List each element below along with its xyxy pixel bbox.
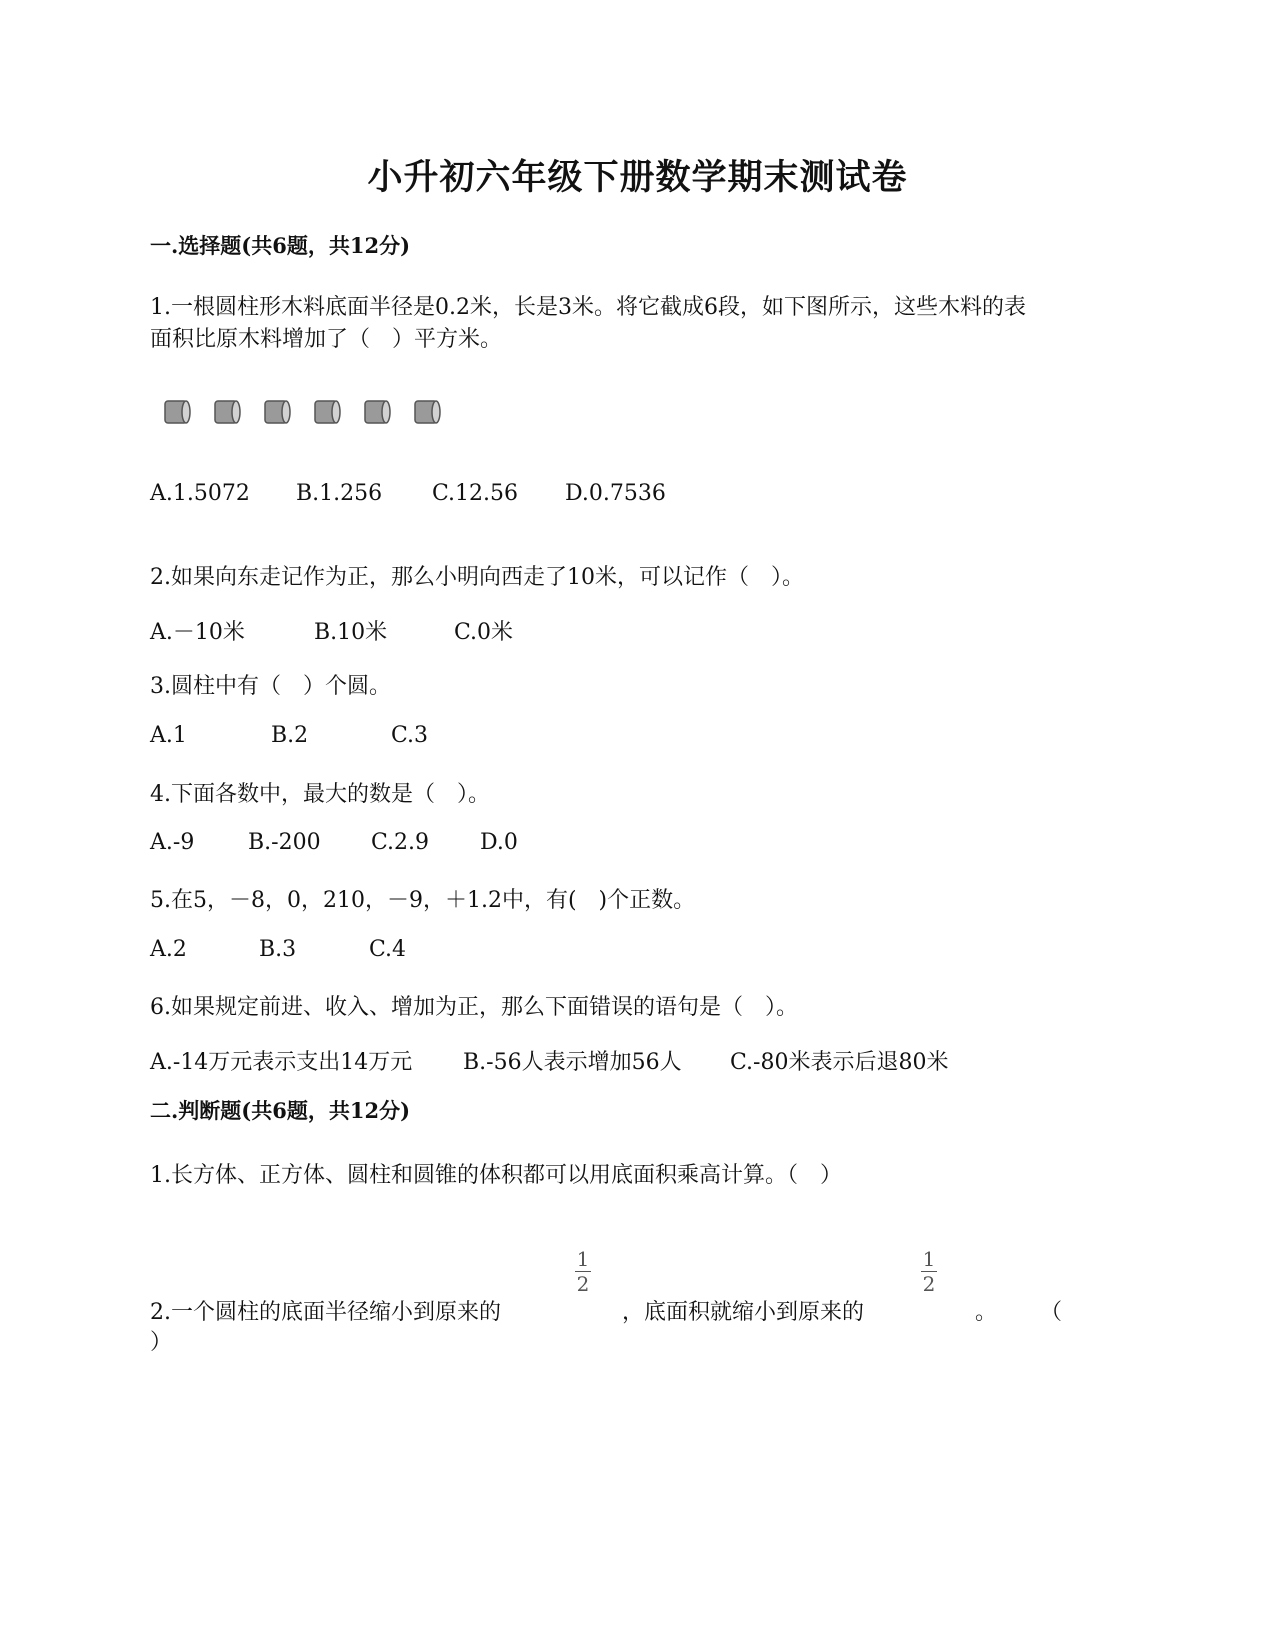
q1-option-a[interactable]: A.1.5072 — [150, 481, 250, 506]
fraction-denominator: 2 — [576, 1272, 590, 1296]
q6-text: 6.如果规定前进、收入、增加为正，那么下面错误的语句是（ ）。 — [150, 995, 798, 1020]
q4-text: 4.下面各数中，最大的数是（ ）。 — [150, 782, 490, 807]
judge-q2-paren-open: （ — [1040, 1300, 1063, 1325]
cylinder-piece-icon — [312, 399, 342, 425]
q2-text: 2.如果向东走记作为正，那么小明向西走了10米，可以记作（ ）。 — [150, 565, 804, 590]
fraction-numerator: 1 — [576, 1247, 590, 1271]
q1-text-line2: 面积比原木料增加了（ ）平方米。 — [150, 327, 503, 352]
q2-option-b[interactable]: B.10米 — [314, 620, 388, 645]
q5-option-b[interactable]: B.3 — [259, 937, 297, 962]
q3-option-a[interactable]: A.1 — [150, 723, 187, 748]
cylinder-piece-icon — [162, 399, 192, 425]
q3-option-c[interactable]: C.3 — [391, 723, 429, 748]
page-title: 小升初六年级下册数学期末测试卷 — [367, 157, 908, 198]
judge-q2-part3: 。 — [975, 1300, 998, 1325]
q4-option-b[interactable]: B.-200 — [248, 830, 321, 855]
q1-text-line1: 1.一根圆柱形木料底面半径是0.2米，长是3米。将它截成6段，如下图所示，这些木料的表 — [150, 295, 1026, 320]
q4-option-d[interactable]: D.0 — [480, 830, 518, 855]
q1-options — [150, 481, 666, 506]
fraction-one-half-2 — [919, 1248, 939, 1295]
q3-option-b[interactable]: B.2 — [271, 723, 309, 748]
q5-text: 5.在5，－8，0，210，－9，＋1.2中，有( )个正数。 — [150, 888, 696, 913]
cylinder-pieces-figure — [162, 399, 462, 429]
q3-text: 3.圆柱中有（ ）个圆。 — [150, 674, 391, 699]
section-heading-choice: 一.选择题(共6题，共12分) — [150, 233, 411, 258]
q6-option-a[interactable]: A.-14万元表示支出14万元 — [150, 1050, 413, 1075]
q5-options — [150, 937, 406, 962]
section-heading-judgment: 二.判断题(共6题，共12分) — [150, 1098, 411, 1123]
q1-option-c[interactable]: C.12.56 — [432, 481, 519, 506]
q1-option-d[interactable]: D.0.7536 — [565, 481, 666, 506]
q5-option-c[interactable]: C.4 — [369, 937, 407, 962]
judge-q2-part1: 2.一个圆柱的底面半径缩小到原来的 — [150, 1300, 501, 1325]
q4-options — [150, 830, 518, 855]
fraction-numerator: 1 — [922, 1247, 936, 1271]
q1-option-b[interactable]: B.1.256 — [296, 481, 383, 506]
q4-option-c[interactable]: C.2.9 — [371, 830, 430, 855]
q6-option-c[interactable]: C.-80米表示后退80米 — [730, 1050, 949, 1075]
judge-q2-paren-close: ） — [150, 1330, 173, 1355]
q2-option-a[interactable]: A.－10米 — [150, 620, 245, 645]
cylinder-piece-icon — [362, 399, 392, 425]
judge-q2-part2: ，底面积就缩小到原来的 — [622, 1300, 865, 1325]
q6-option-b[interactable]: B.-56人表示增加56人 — [463, 1050, 682, 1075]
q5-option-a[interactable]: A.2 — [150, 937, 187, 962]
q2-option-c[interactable]: C.0米 — [454, 620, 514, 645]
fraction-one-half-1 — [573, 1248, 593, 1295]
cylinder-piece-icon — [412, 399, 442, 425]
fraction-denominator: 2 — [922, 1272, 936, 1296]
q6-options — [150, 1045, 948, 1076]
cylinder-piece-icon — [262, 399, 292, 425]
q3-options — [150, 723, 428, 748]
cylinder-piece-icon — [212, 399, 242, 425]
judge-q1-text: 1.长方体、正方体、圆柱和圆锥的体积都可以用底面积乘高计算。（ ） — [150, 1163, 842, 1188]
q2-options — [150, 615, 513, 646]
q4-option-a[interactable]: A.-9 — [150, 830, 195, 855]
